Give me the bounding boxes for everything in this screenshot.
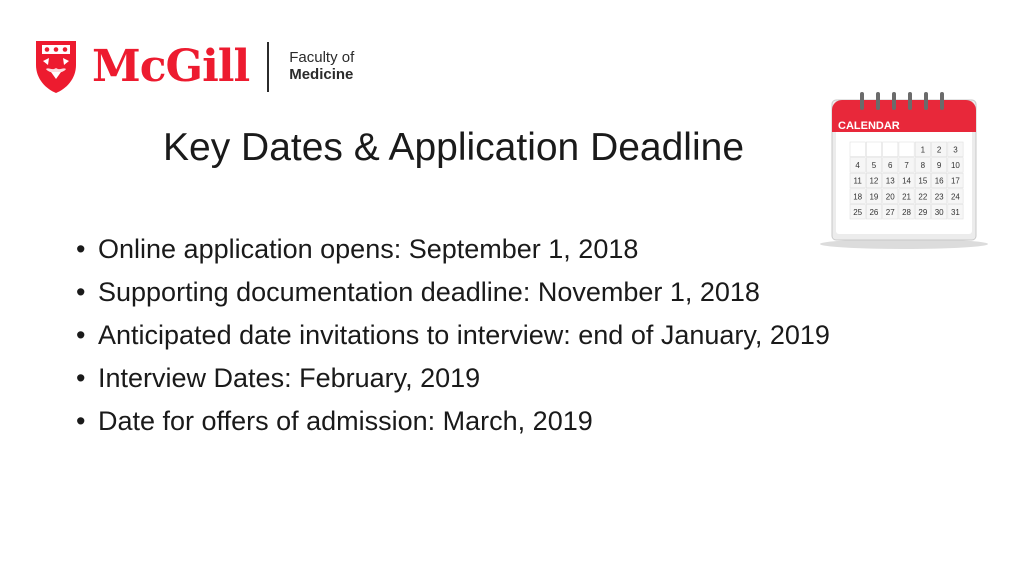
key-dates-list bbox=[76, 228, 830, 443]
calendar-day-label: 17 bbox=[950, 176, 960, 186]
list-item-text: Anticipated date invitations to interview: end of January, 2019 bbox=[98, 320, 830, 350]
bullet-icon: • bbox=[76, 234, 86, 264]
list-item-text: Interview Dates: February, 2019 bbox=[98, 363, 481, 393]
calendar-day-label: 16 bbox=[934, 176, 944, 186]
mcgill-wordmark: McGill bbox=[92, 41, 250, 92]
list-item bbox=[76, 357, 830, 400]
calendar-day-label: 9 bbox=[936, 161, 942, 171]
calendar-day-label: 29 bbox=[918, 207, 928, 217]
mcgill-logo bbox=[34, 38, 354, 96]
calendar-day-label: 4 bbox=[855, 161, 860, 171]
calendar-day-label: 7 bbox=[904, 161, 909, 171]
mcgill-crest-icon bbox=[34, 39, 78, 95]
bullet-icon: • bbox=[76, 277, 86, 307]
calendar-day-label: 26 bbox=[869, 207, 879, 217]
calendar-day-label: 19 bbox=[869, 192, 879, 202]
list-item bbox=[76, 314, 830, 357]
calendar-day-label: 24 bbox=[950, 192, 960, 202]
calendar-day-label: 2 bbox=[936, 145, 942, 155]
page-title: Key Dates & Application Deadline bbox=[163, 126, 745, 169]
calendar-day-label: 3 bbox=[953, 145, 958, 155]
faculty-line-2: Medicine bbox=[289, 66, 354, 83]
calendar-day-label: 23 bbox=[934, 192, 944, 202]
bullet-icon: • bbox=[76, 363, 86, 393]
calendar-header-label: CALENDAR bbox=[838, 120, 900, 132]
list-item-text: Supporting documentation deadline: November 1, 2018 bbox=[98, 277, 760, 307]
calendar-day-cell bbox=[899, 142, 914, 157]
calendar-day-label: 11 bbox=[853, 176, 862, 186]
calendar-day-label: 27 bbox=[885, 207, 895, 217]
list-item bbox=[76, 400, 830, 443]
calendar-day-label: 28 bbox=[902, 207, 912, 217]
calendar-day-label: 13 bbox=[885, 176, 895, 186]
calendar-day-label: 18 bbox=[853, 192, 863, 202]
calendar-day-cell bbox=[866, 142, 881, 157]
calendar-icon bbox=[818, 86, 990, 252]
calendar-day-label: 12 bbox=[869, 176, 879, 186]
calendar-day-label: 10 bbox=[950, 161, 960, 171]
bullet-icon: • bbox=[76, 320, 86, 350]
calendar-day-label: 30 bbox=[934, 207, 944, 217]
list-item bbox=[76, 228, 830, 271]
logo-divider bbox=[267, 42, 269, 92]
calendar-day-label: 6 bbox=[888, 161, 893, 171]
bullet-icon: • bbox=[76, 406, 86, 436]
calendar-day-label: 22 bbox=[918, 192, 928, 202]
calendar-day-label: 1 bbox=[920, 145, 926, 155]
calendar-day-label: 15 bbox=[918, 176, 928, 186]
calendar-day-label: 25 bbox=[853, 207, 863, 217]
list-item-text: Date for offers of admission: March, 2019 bbox=[98, 406, 593, 436]
calendar-day-cell bbox=[883, 142, 898, 157]
calendar-day-label: 5 bbox=[871, 161, 877, 171]
list-item bbox=[76, 271, 830, 314]
calendar-day-label: 21 bbox=[902, 192, 912, 202]
faculty-line-1: Faculty of bbox=[289, 49, 355, 67]
calendar-day-label: 8 bbox=[920, 161, 926, 171]
faculty-label bbox=[289, 50, 354, 84]
calendar-day-label: 14 bbox=[902, 176, 912, 186]
list-item-text: Online application opens: September 1, 2018 bbox=[98, 234, 639, 264]
calendar-day-label: 20 bbox=[885, 192, 895, 202]
calendar-day-label: 31 bbox=[950, 207, 960, 217]
calendar-day-cell bbox=[850, 142, 865, 157]
